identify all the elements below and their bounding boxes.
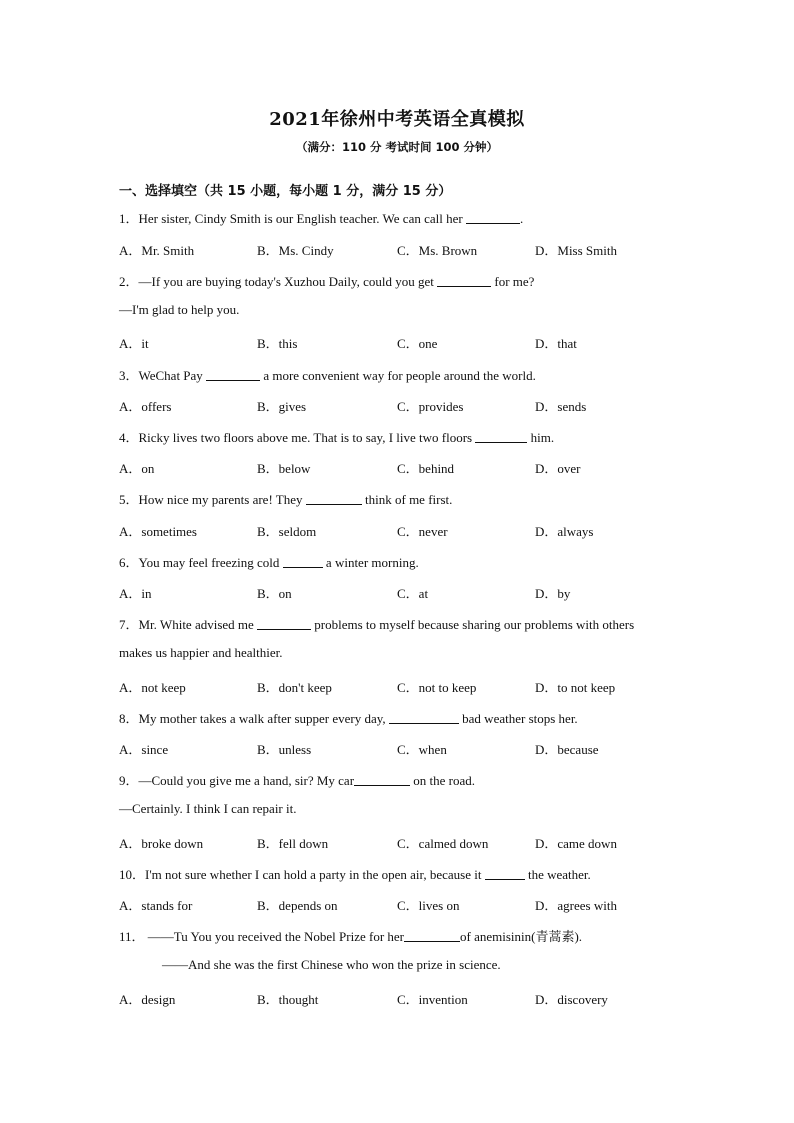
question-2 (119, 271, 534, 290)
question-text: the weather. (524, 867, 591, 882)
question-4 (119, 427, 554, 446)
option-c[interactable]: C．when (397, 742, 447, 757)
option-d[interactable]: D．discovery (535, 992, 608, 1007)
answer-blank (389, 711, 459, 724)
question-text: a more convenient way for people around the world. (260, 368, 536, 383)
question-text: bad weather stops her. (458, 711, 578, 726)
option-b[interactable]: B．thought (257, 992, 319, 1007)
question-10 (119, 864, 591, 883)
option-d[interactable]: D．sends (535, 399, 587, 414)
option-d[interactable]: D．Miss Smith (535, 243, 617, 258)
option-d[interactable]: D．that (535, 336, 577, 351)
option-d[interactable]: D．always (535, 524, 594, 539)
option-c[interactable]: C．at (397, 586, 429, 601)
option-c[interactable]: C．one (397, 336, 438, 351)
question-7 (119, 614, 634, 633)
question-11-reply: ——And she was the first Chinese who won the prize in science. (162, 957, 501, 972)
option-b[interactable]: B．depends on (257, 898, 338, 913)
question-text: 11． ——Tu You you received the Nobel Prize for her (119, 929, 404, 944)
question-1 (119, 208, 523, 227)
question-text: 5．How nice my parents are! They (119, 492, 306, 507)
option-c[interactable]: C．Ms. Brown (397, 243, 478, 258)
option-a[interactable]: A．since (119, 742, 169, 757)
question-9 (119, 770, 475, 789)
option-a[interactable]: A．design (119, 992, 176, 1007)
option-a[interactable]: A．not keep (119, 680, 186, 695)
option-a[interactable]: A．in (119, 586, 152, 601)
option-b[interactable]: B．on (257, 586, 292, 601)
question-text: of anemisinin(青蒿素). (460, 929, 583, 944)
question-text: problems to myself because sharing our problems with others (311, 617, 635, 632)
option-c[interactable]: C．not to keep (397, 680, 477, 695)
option-d[interactable]: D．to not keep (535, 680, 616, 695)
question-text: 3．WeChat Pay (119, 368, 207, 383)
option-c[interactable]: C．lives on (397, 898, 460, 913)
page-title: 2021年徐州中考英语全真模拟 (269, 109, 525, 130)
question-text: . (519, 211, 524, 226)
option-b[interactable]: B．unless (257, 742, 312, 757)
option-b[interactable]: B．this (257, 336, 298, 351)
answer-blank (206, 368, 260, 381)
option-d[interactable]: D．over (535, 461, 581, 476)
option-b[interactable]: B．don't keep (257, 680, 332, 695)
answer-blank (257, 617, 311, 630)
answer-blank (485, 867, 525, 880)
option-c[interactable]: C．provides (397, 399, 464, 414)
answer-blank (475, 430, 527, 443)
question-text: on the road. (410, 773, 476, 788)
question-text: 6．You may feel freezing cold (119, 555, 283, 570)
question-8 (119, 708, 578, 727)
answer-blank (306, 492, 362, 505)
answer-blank (283, 555, 323, 568)
option-b[interactable]: B．seldom (257, 524, 317, 539)
option-d[interactable]: D．because (535, 742, 599, 757)
answer-blank (466, 211, 520, 224)
option-b[interactable]: B．fell down (257, 836, 329, 851)
question-3 (119, 365, 536, 384)
question-text: 4．Ricky lives two floors above me. That is to say, I live two floors (119, 430, 476, 445)
option-b[interactable]: B．gives (257, 399, 307, 414)
question-text: 10．I'm not sure whether I can hold a party in the open air, because it (119, 867, 485, 882)
option-a[interactable]: A．stands for (119, 898, 193, 913)
option-d[interactable]: D．by (535, 586, 571, 601)
answer-blank (354, 773, 410, 786)
question-5 (119, 489, 452, 508)
option-a[interactable]: A．Mr. Smith (119, 243, 195, 258)
question-text: 9．—Could you give me a hand, sir? My car (119, 773, 355, 788)
question-text: 2．—If you are buying today's Xuzhou Daily, could you get (119, 274, 438, 289)
question-text: think of me first. (361, 492, 453, 507)
option-c[interactable]: C．never (397, 524, 448, 539)
option-a[interactable]: A．sometimes (119, 524, 197, 539)
question-7-continued: makes us happier and healthier. (119, 645, 283, 660)
question-2-reply: —I'm glad to help you. (119, 302, 240, 317)
option-d[interactable]: D．came down (535, 836, 617, 851)
option-a[interactable]: A．offers (119, 399, 172, 414)
section-heading: 一、选择填空（共 15 小题，每小题 1 分，满分 15 分） (119, 184, 452, 199)
option-c[interactable]: C．calmed down (397, 836, 489, 851)
answer-blank (437, 274, 491, 287)
question-text: 8．My mother takes a walk after supper every day, (119, 711, 389, 726)
option-c[interactable]: C．behind (397, 461, 455, 476)
option-c[interactable]: C．invention (397, 992, 468, 1007)
question-11 (119, 926, 582, 945)
answer-blank (404, 929, 460, 942)
option-a[interactable]: A．broke down (119, 836, 204, 851)
question-text: 7．Mr. White advised me (119, 617, 258, 632)
option-a[interactable]: A．on (119, 461, 155, 476)
question-6 (119, 552, 419, 571)
question-text: him. (527, 430, 555, 445)
page-subtitle: （满分：110 分 考试时间 100 分钟） (295, 140, 499, 154)
question-text: 1．Her sister, Cindy Smith is our English teacher. We can call her (119, 211, 466, 226)
option-a[interactable]: A．it (119, 336, 149, 351)
option-d[interactable]: D．agrees with (535, 898, 617, 913)
option-b[interactable]: B．Ms. Cindy (257, 243, 334, 258)
option-b[interactable]: B．below (257, 461, 311, 476)
question-text: for me? (491, 274, 535, 289)
question-text: a winter morning. (322, 555, 419, 570)
question-9-reply: —Certainly. I think I can repair it. (119, 801, 297, 816)
